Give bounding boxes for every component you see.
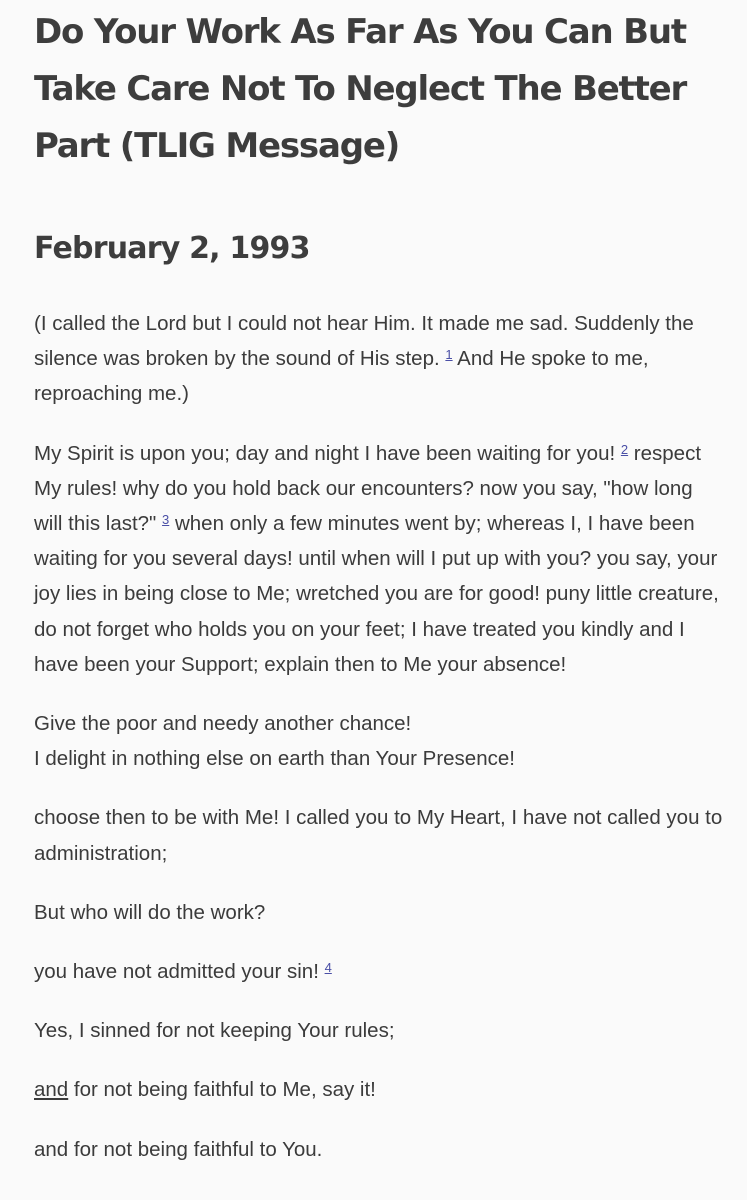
footnote-link-3[interactable]: 3 — [162, 512, 170, 528]
paragraph-intro — [34, 306, 724, 412]
text-line: Give the poor and needy another chance! — [34, 712, 412, 736]
text-span: you have not admitted your sin! — [34, 960, 325, 984]
paragraph-faithful-me — [34, 1072, 724, 1107]
paragraph-faithful-you: and for not being faithful to You. — [34, 1137, 323, 1161]
paragraph-choose: choose then to be with Me! I called you to My Heart, I have not called you to administration; — [34, 806, 723, 865]
paragraph-sin — [34, 954, 724, 989]
paragraph-yes: Yes, I sinned for not keeping Your rules; — [34, 1019, 395, 1043]
text-span: when only a few minutes went by; whereas I, I have been waiting for you several days! until when will I put up with you? you say, your joy lies in being close to Me; wretched you are for good! puny little creature, do not forget who holds you on your feet; I have treated you kindly and I have been your Support; explain then to Me your absence! — [34, 512, 719, 676]
paragraph-poor-needy — [34, 706, 724, 776]
text-span: And He spoke to me, reproaching me.) — [34, 347, 649, 406]
footnote-ref-1 — [445, 347, 452, 362]
paragraph-spirit — [34, 436, 724, 682]
text-span: (I called the Lord but I could not hear Him. It made me sad. Suddenly the silence was broken by the sound of His step. — [34, 312, 694, 371]
text-span: respect My rules! why do you hold back our encounters? now you say, "how long will this last?" — [34, 441, 702, 536]
message-body — [34, 306, 724, 1167]
text-span: for not being faithful to Me, say it! — [68, 1078, 376, 1102]
paragraph-work: But who will do the work? — [34, 900, 266, 924]
page-title: Do Your Work As Far As You Can But Take Care Not To Neglect The Better Part (TLIG Message) — [34, 12, 687, 166]
text-span: My Spirit is upon you; day and night I have been waiting for you! — [34, 441, 621, 465]
footnote-ref-4 — [325, 960, 332, 975]
footnote-link-1[interactable]: 1 — [445, 347, 453, 363]
footnote-link-4[interactable]: 4 — [324, 960, 332, 976]
article — [34, 0, 724, 1191]
message-date: February 2, 1993 — [34, 231, 310, 266]
underlined-word: and — [34, 1078, 69, 1102]
footnote-link-2[interactable]: 2 — [620, 441, 629, 457]
text-line: I delight in nothing else on earth than Your Presence! — [34, 747, 515, 771]
